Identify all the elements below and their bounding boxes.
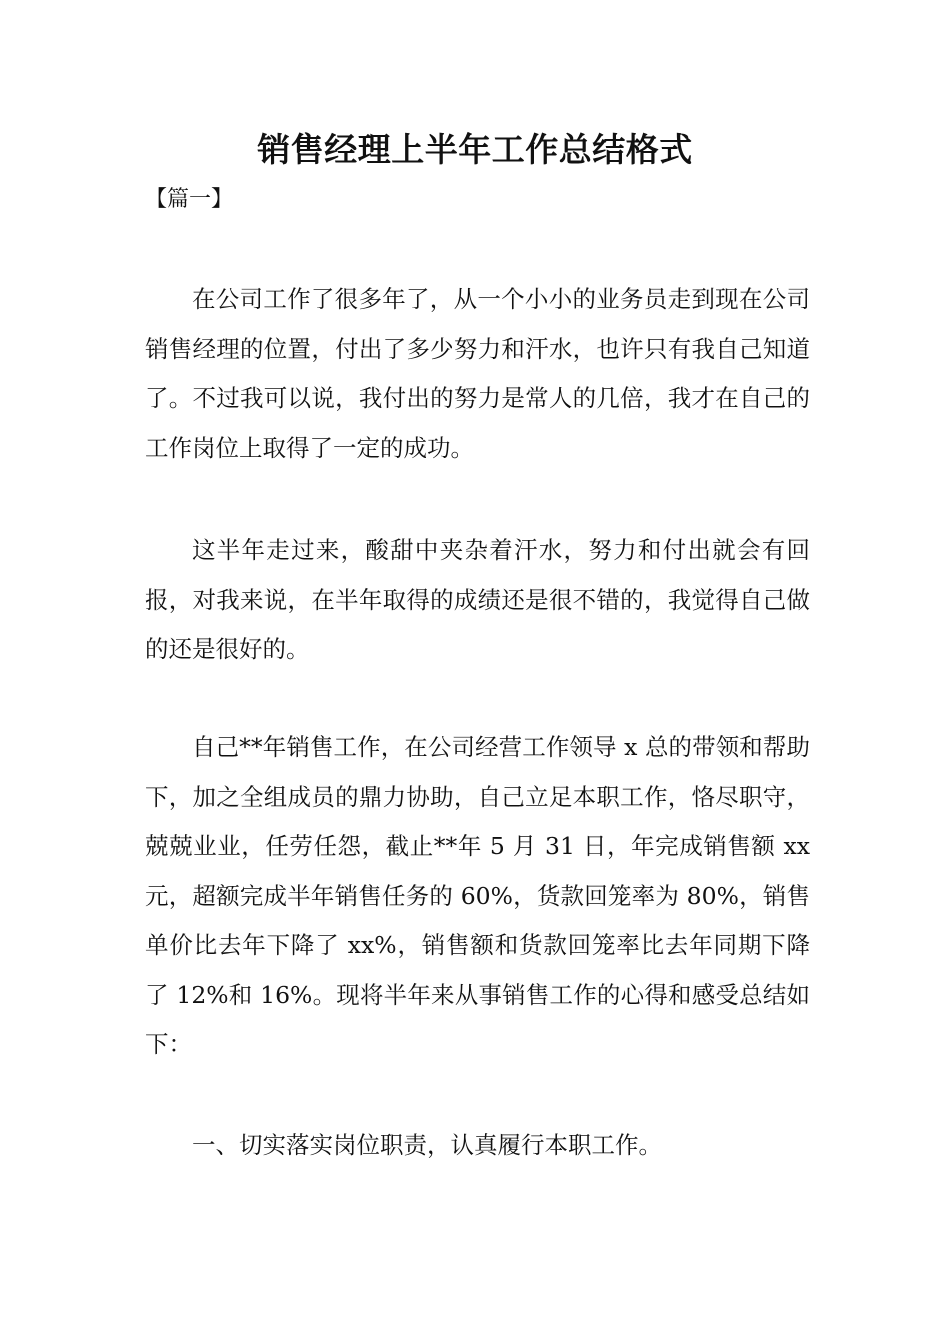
paragraph-intro: 在公司工作了很多年了，从一个小小的业务员走到现在公司销售经理的位置，付出了多少努力和汗水，也许只有我自己知道了。不过我可以说，我付出的努力是常人的几倍，我才在自己的工作岗位上取得了一定的成功。 — [145, 285, 810, 462]
page-title: 销售经理上半年工作总结格式 — [257, 130, 693, 169]
section-heading-1: 一、切实落实岗位职责，认真履行本职工作。 — [192, 1131, 662, 1159]
paragraph-reflection: 这半年走过来，酸甜中夹杂着汗水，努力和付出就会有回报，对我来说，在半年取得的成绩还是很不错的，我觉得自己做的还是很好的。 — [145, 536, 810, 663]
section-label: 【篇一】 — [145, 187, 234, 212]
paragraph-results: 自己**年销售工作，在公司经营工作领导 x 总的带领和帮助下，加之全组成员的鼎力协助，自己立足本职工作，恪尽职守，兢兢业业，任劳任怨，截止**年 5 月 31 日，年完成销售额 xx 元，超额完成半年销售任务的 60%，货款回笼率为 80%，销售单价比去年下降了 xx%，销售额和货款回笼率比去年同期下降了 12%和 16%。现将半年来从事销售工作的心得和感受总结如下： — [145, 733, 810, 1058]
